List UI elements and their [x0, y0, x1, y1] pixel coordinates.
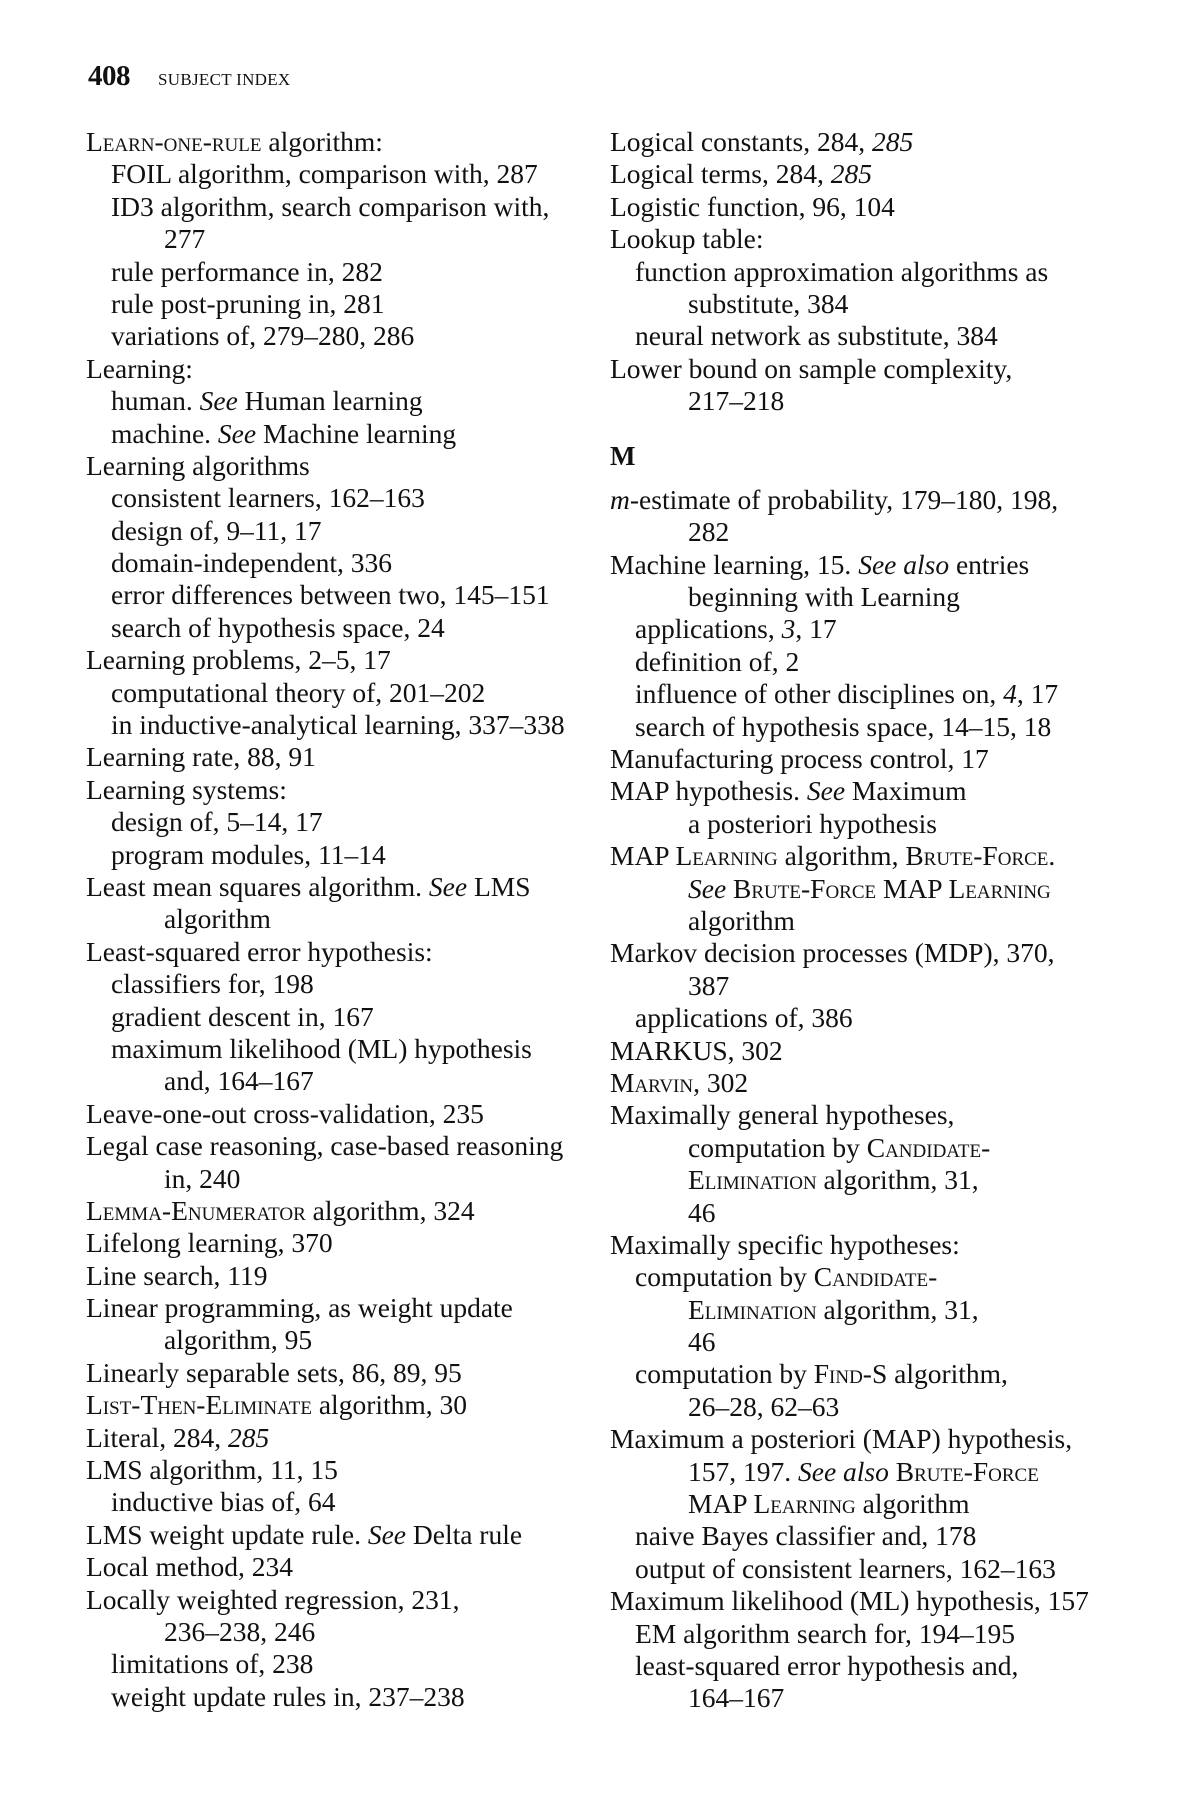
entry-text: in, 240	[164, 1162, 241, 1194]
entry-text: entries	[949, 548, 1030, 580]
index-entry	[610, 1585, 1089, 1617]
index-entry	[86, 353, 565, 385]
index-entry	[86, 936, 565, 968]
index-entry-continuation	[610, 873, 1089, 905]
entry-text: design of, 9–11, 17	[111, 514, 322, 546]
index-entry-continuation	[610, 1456, 1089, 1488]
entry-text: Learning systems:	[86, 773, 287, 805]
index-entry	[610, 937, 1089, 969]
index-subentry	[610, 1650, 1089, 1682]
entry-text: MAP	[610, 840, 676, 872]
index-entry	[86, 1454, 565, 1486]
index-entry	[86, 1422, 565, 1454]
entry-text: neural network as substitute, 384	[635, 320, 998, 352]
entry-text: program modules, 11–14	[111, 838, 386, 870]
index-subentry	[610, 1261, 1089, 1293]
small-caps-text: Elimination	[688, 1164, 817, 1196]
entry-text: algorithm,	[887, 1358, 1008, 1390]
index-entry	[86, 1584, 565, 1616]
entry-text: rule performance in, 282	[111, 255, 383, 287]
entry-text: algorithm	[164, 903, 271, 935]
entry-text: machine.	[111, 417, 218, 449]
entry-text: MAP	[876, 872, 949, 904]
index-entry	[86, 1195, 565, 1227]
index-subentry	[86, 806, 565, 838]
index-subentry	[610, 1358, 1089, 1390]
index-entry	[86, 644, 565, 676]
index-subentry	[86, 515, 565, 547]
entry-text: MAP	[688, 1488, 754, 1520]
index-entry	[86, 126, 565, 158]
index-entry	[610, 1229, 1089, 1261]
entry-text: Logistic function, 96, 104	[610, 190, 895, 222]
entry-text: Legal case reasoning, case-based reasoning	[86, 1130, 564, 1162]
entry-text: algorithm	[855, 1488, 970, 1520]
entry-text: 26–28, 62–63	[688, 1390, 840, 1422]
entry-text: variations of, 279–280, 286	[111, 320, 415, 352]
entry-text: naive Bayes classifier and, 178	[635, 1520, 977, 1552]
entry-text: Manufacturing process control, 17	[610, 743, 989, 775]
entry-text: Lifelong learning, 370	[86, 1227, 333, 1259]
index-entry-continuation	[86, 903, 565, 935]
entry-text: least-squared error hypothesis and,	[635, 1649, 1019, 1681]
index-subentry	[610, 1618, 1089, 1650]
entry-text: Maximum a posteriori (MAP) hypothesis,	[610, 1423, 1073, 1455]
entry-text: Line search, 119	[86, 1259, 268, 1291]
italic-text: 4	[1003, 678, 1017, 710]
entry-text: algorithm:	[261, 126, 383, 157]
entry-text: FOIL algorithm, comparison with, 287	[111, 158, 538, 190]
entry-text: Markov decision processes (MDP), 370,	[610, 937, 1055, 969]
index-entry	[86, 774, 565, 806]
entry-text: MARKUS, 302	[610, 1034, 783, 1066]
index-subentry	[86, 482, 565, 514]
index-subentry	[610, 646, 1089, 678]
entry-text: Maximally general hypotheses,	[610, 1099, 955, 1131]
entry-text: Learning rate, 88, 91	[86, 741, 316, 773]
entry-text: computation by	[635, 1358, 814, 1390]
index-subentry	[610, 256, 1089, 288]
entry-text: Machine learning	[256, 417, 457, 449]
index-subentry	[610, 613, 1089, 645]
index-entry	[610, 1099, 1089, 1131]
index-entry	[86, 1551, 565, 1583]
index-subentry	[86, 256, 565, 288]
small-caps-text: Learning	[948, 872, 1051, 904]
entry-text: applications,	[635, 613, 782, 645]
small-caps-text: Brute-Force	[895, 1455, 1039, 1487]
small-caps-text: Learning	[753, 1488, 856, 1520]
entry-text: Learning problems, 2–5, 17	[86, 644, 391, 676]
index-entry	[610, 353, 1089, 385]
entry-text: Linear programming, as weight update	[86, 1292, 513, 1324]
index-entry	[86, 1130, 565, 1162]
page-header	[88, 60, 291, 93]
index-subentry	[86, 677, 565, 709]
italic-text: See	[688, 872, 727, 904]
index-entry-continuation	[610, 1391, 1089, 1423]
entry-text: computation by	[635, 1261, 814, 1293]
entry-text: M	[610, 440, 636, 471]
entry-text: output of consistent learners, 162–163	[635, 1552, 1056, 1584]
entry-text: Leave-one-out cross-validation, 235	[86, 1097, 484, 1129]
entry-text: 236–238, 246	[164, 1615, 316, 1647]
index-subentry	[86, 158, 565, 190]
index-subentry	[86, 1001, 565, 1033]
index-entry	[86, 1292, 565, 1324]
italic-text: See also	[858, 548, 950, 580]
italic-text: See also	[798, 1455, 889, 1487]
entry-text: Maximally specific hypotheses:	[610, 1228, 960, 1260]
entry-text: applications of, 386	[635, 1002, 853, 1034]
index-entry	[610, 743, 1089, 775]
index-entry	[86, 871, 565, 903]
small-caps-text: List-Then-Eliminate	[86, 1389, 312, 1421]
entry-text: human.	[111, 385, 200, 417]
entry-text: algorithm, 31,	[816, 1164, 979, 1196]
entry-text: algorithm, 30	[311, 1389, 468, 1421]
index-entry-continuation	[86, 1324, 565, 1356]
entry-text: Least mean squares algorithm.	[86, 870, 429, 902]
small-caps-text: Brute-Force	[733, 872, 877, 904]
entry-text: Delta rule	[406, 1518, 523, 1550]
entry-text: in inductive-analytical learning, 337–338	[111, 709, 565, 741]
italic-text: See	[199, 385, 238, 417]
index-subentry	[86, 320, 565, 352]
entry-text: computation by	[688, 1131, 867, 1163]
small-caps-text: Elimination	[688, 1293, 817, 1325]
entry-text: Lookup table:	[610, 223, 764, 255]
index-subentry	[86, 612, 565, 644]
index-entry	[86, 450, 565, 482]
entry-text: limitations of, 238	[111, 1648, 314, 1680]
italic-text: See	[367, 1518, 406, 1550]
entry-text: ID3 algorithm, search comparison with,	[111, 190, 550, 222]
entry-text: 46	[688, 1326, 716, 1358]
entry-text: LMS algorithm, 11, 15	[86, 1454, 338, 1486]
entry-text: classifiers for, 198	[111, 968, 314, 1000]
entry-text: Machine learning, 15.	[610, 548, 859, 580]
entry-text: search of hypothesis space, 14–15, 18	[635, 710, 1052, 742]
index-subentry	[86, 288, 565, 320]
index-subentry	[86, 191, 565, 223]
entry-text: 282	[688, 516, 730, 548]
index-entry	[610, 484, 1089, 516]
entry-text: weight update rules in, 237–238	[111, 1680, 465, 1712]
index-subentry	[86, 1486, 565, 1518]
index-entry	[86, 1098, 565, 1130]
small-caps-text: Learning	[675, 840, 778, 872]
index-subentry	[86, 579, 565, 611]
index-entry	[610, 1035, 1089, 1067]
entry-text: Learning algorithms	[86, 449, 310, 481]
index-entry	[610, 191, 1089, 223]
entry-text: algorithm, 31,	[816, 1293, 979, 1325]
running-head: SUBJECT INDEX	[158, 70, 291, 89]
index-entry	[86, 1260, 565, 1292]
entry-text: rule post-pruning in, 281	[111, 287, 385, 319]
index-entry	[610, 775, 1089, 807]
entry-text: algorithm	[688, 904, 795, 936]
entry-text: Logical terms, 284,	[610, 158, 831, 190]
entry-text: Maximum	[845, 775, 967, 807]
index-subentry	[86, 709, 565, 741]
entry-text: Human learning	[237, 385, 423, 417]
index-entry	[610, 158, 1089, 190]
section-letter-heading	[610, 440, 1089, 472]
entry-text: function approximation algorithms as	[635, 255, 1049, 287]
index-entry-continuation	[610, 808, 1089, 840]
index-entry-continuation	[610, 970, 1089, 1002]
index-subentry	[86, 1033, 565, 1065]
entry-text: 387	[688, 969, 730, 1001]
entry-text: -estimate of probability, 179–180, 198,	[629, 483, 1059, 515]
entry-text: maximum likelihood (ML) hypothesis	[111, 1032, 532, 1064]
entry-text: error differences between two, 145–151	[111, 579, 550, 611]
small-caps-text: Lemma-Enumerator	[86, 1194, 306, 1226]
index-entry	[610, 126, 1089, 158]
index-entry-continuation	[610, 1294, 1089, 1326]
entry-text: Linearly separable sets, 86, 89, 95	[86, 1356, 462, 1388]
entry-text: search of hypothesis space, 24	[111, 611, 445, 643]
entry-text: gradient descent in, 167	[111, 1000, 374, 1032]
italic-text: 3	[781, 613, 796, 645]
entry-text: inductive bias of, 64	[111, 1486, 336, 1518]
small-caps-text: Marvin	[610, 1066, 694, 1098]
index-entry	[610, 1067, 1089, 1099]
index-entry-continuation	[610, 288, 1089, 320]
index-entry-continuation	[610, 516, 1089, 548]
entry-text: and, 164–167	[164, 1065, 314, 1097]
entry-text: , 17	[1016, 678, 1059, 710]
entry-text: algorithm, 324	[305, 1194, 475, 1226]
index-subentry	[86, 968, 565, 1000]
index-entry-continuation	[86, 1616, 565, 1648]
entry-text: , 17	[795, 613, 837, 645]
entry-text: 277	[164, 223, 206, 255]
entry-text: EM algorithm search for, 194–195	[635, 1617, 1015, 1649]
entry-text: Literal, 284,	[86, 1421, 229, 1453]
index-entry-continuation	[610, 1164, 1089, 1196]
small-caps-text: Find-S	[813, 1358, 888, 1390]
index-subentry	[610, 1520, 1089, 1552]
index-entry	[86, 1519, 565, 1551]
entry-text: Maximum likelihood (ML) hypothesis, 157	[610, 1585, 1089, 1617]
index-entry-continuation	[610, 1132, 1089, 1164]
entry-text: a posteriori hypothesis	[688, 807, 937, 839]
index-entry	[610, 223, 1089, 255]
index-subentry	[610, 678, 1089, 710]
index-column-left	[86, 126, 565, 1713]
index-subentry	[610, 711, 1089, 743]
index-entry-continuation	[610, 581, 1089, 613]
index-subentry	[86, 418, 565, 450]
entry-text: 46	[688, 1196, 716, 1228]
index-column-right	[610, 126, 1089, 1715]
entry-text: definition of, 2	[635, 645, 800, 677]
index-subentry	[610, 320, 1089, 352]
entry-text: , 302	[693, 1066, 749, 1098]
entry-text: .	[1048, 840, 1056, 872]
index-entry-continuation	[610, 1488, 1089, 1520]
index-entry-continuation	[86, 1065, 565, 1097]
index-entry	[86, 1227, 565, 1259]
index-subentry	[610, 1002, 1089, 1034]
index-subentry	[86, 547, 565, 579]
index-entry	[610, 549, 1089, 581]
index-entry	[86, 1357, 565, 1389]
entry-text: 157, 197.	[688, 1455, 798, 1487]
index-entry	[86, 1389, 565, 1421]
entry-text: Learning:	[86, 352, 193, 384]
index-subentry	[86, 385, 565, 417]
index-entry-continuation	[610, 1197, 1089, 1229]
entry-text: 217–218	[688, 385, 785, 417]
italic-text: See	[217, 417, 257, 449]
entry-text: influence of other disciplines on,	[635, 678, 1004, 710]
index-subentry	[86, 1681, 565, 1713]
entry-text: substitute, 384	[688, 287, 849, 319]
italic-text: See	[806, 775, 846, 807]
entry-text: algorithm,	[777, 840, 906, 872]
italic-text: See	[428, 870, 468, 902]
entry-text: Logical constants, 284,	[610, 126, 872, 157]
small-caps-text: Brute-Force	[905, 840, 1049, 872]
small-caps-text: Candidate-	[813, 1261, 938, 1293]
entry-text: design of, 5–14, 17	[111, 806, 323, 838]
index-entry	[610, 840, 1089, 872]
index-entry-continuation	[610, 905, 1089, 937]
small-caps-text: Candidate-	[866, 1131, 991, 1163]
index-subentry	[86, 839, 565, 871]
entry-text: LMS weight update rule.	[86, 1518, 368, 1550]
entry-text: domain-independent, 336	[111, 547, 393, 579]
italic-text: m	[610, 483, 630, 515]
entry-text: 164–167	[688, 1682, 785, 1714]
entry-text	[889, 1456, 896, 1487]
entry-text: consistent learners, 162–163	[111, 482, 425, 514]
entry-text: MAP hypothesis.	[610, 775, 807, 807]
index-entry-continuation	[610, 385, 1089, 417]
index-entry-continuation	[610, 1682, 1089, 1714]
italic-text: 285	[871, 126, 914, 157]
entry-text: Locally weighted regression, 231,	[86, 1583, 460, 1615]
index-entry-continuation	[610, 1326, 1089, 1358]
index-entry	[86, 741, 565, 773]
entry-text: computational theory of, 201–202	[111, 676, 486, 708]
index-subentry	[86, 1648, 565, 1680]
small-caps-text: Learn-one-rule	[86, 126, 262, 157]
index-entry	[610, 1423, 1089, 1455]
page-number: 408	[88, 60, 130, 92]
italic-text: 285	[228, 1421, 270, 1453]
entry-text: LMS	[467, 870, 531, 902]
index-entry-continuation	[86, 223, 565, 255]
entry-text: Least-squared error hypothesis:	[86, 935, 433, 967]
italic-text: 285	[830, 158, 872, 190]
entry-text: Lower bound on sample complexity,	[610, 352, 1013, 384]
entry-text: algorithm, 95	[164, 1324, 313, 1356]
index-subentry	[610, 1553, 1089, 1585]
entry-text: Local method, 234	[86, 1551, 293, 1583]
index-entry-continuation	[86, 1163, 565, 1195]
entry-text: beginning with Learning	[688, 581, 960, 613]
